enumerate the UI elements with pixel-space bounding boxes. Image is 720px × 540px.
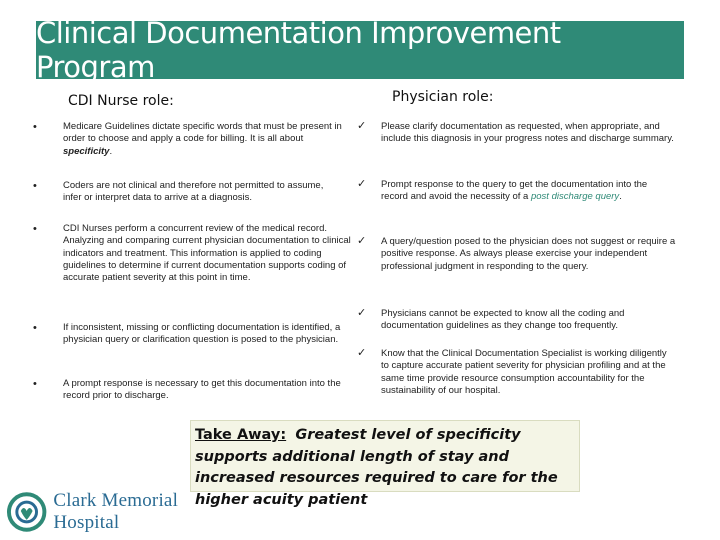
bullet-dot: • [33, 322, 37, 334]
nurse-bullet-2: Coders are not clinical and therefore not permitted to assume, infer or interpret data to arrive at a diagnosis. [63, 180, 324, 204]
physician-bullet-2: Prompt response to the query to get the documentation into the record and avoid the necessity of a post discharge query. [381, 179, 648, 203]
bullet-dot: • [33, 121, 37, 133]
checkmark-icon: ✓ [357, 306, 367, 319]
nurse-bullet-4: If inconsistent, missing or conflicting documentation is identified, a physician query or clarification question is posed to the physician. [63, 322, 341, 346]
bullet-dot: • [33, 378, 37, 390]
takeaway-message: Greatest level of specificity supports additional length of stay and increased resources required to care for the higher acuity patient [195, 427, 558, 508]
takeaway-box [190, 420, 580, 508]
physician-bullet-3: A query/question posed to the physician does not suggest or require a positive response. As always please exercise your independent professional judgment in responding to the query. [381, 236, 676, 272]
nurse-bullet-1: Medicare Guidelines dictate specific words that must be present in order to choose and apply a code for billing. It is all about specificity. [63, 121, 342, 157]
checkmark-icon: ✓ [357, 119, 367, 132]
nurse-bullet-3: CDI Nurses perform a concurrent review of the medical record. Analyzing and comparing current physician documentation to clinical indicators and treatment. This information is applied to coding guidelines to determine if current documentation supports coding of accurate patient severity at this point in time. [63, 223, 351, 284]
checkmark-icon: ✓ [357, 346, 367, 359]
nurse-bullet-5: A prompt response is necessary to get this documentation into the record prior to discharge. [63, 378, 341, 402]
bullet-dot: • [33, 223, 37, 235]
physician-heading: Physician role: [392, 89, 494, 105]
hospital-logo [6, 488, 246, 536]
title-banner [36, 16, 684, 84]
checkmark-icon: ✓ [357, 234, 367, 247]
post-discharge-query-emphasis: post discharge query [530, 191, 620, 203]
physician-bullet-4: Physicians cannot be expected to know all the coding and documentation guidelines as they change too frequently. [381, 308, 625, 332]
bullet-dot: • [33, 180, 37, 192]
hospital-emblem-icon [6, 491, 47, 533]
physician-bullet-1: Please clarify documentation as requested, when appropriate, and include this diagnosis in your progress notes and discharge summary. [381, 121, 674, 145]
checkmark-icon: ✓ [357, 177, 367, 190]
physician-bullet-5: Know that the Clinical Documentation Specialist is working diligently to capture accurate patient severity for physician profiling and at the same time provide resource consumption accountability for the sustainability of our hospital. [381, 348, 667, 396]
specificity-emphasis: specificity [63, 145, 110, 157]
page-title: Clinical Documentation Improvement Program [36, 16, 561, 84]
takeaway-label: Take Away: [195, 427, 287, 443]
cdi-nurse-heading: CDI Nurse role: [68, 93, 174, 109]
hospital-name: Clark Memorial Hospital [53, 490, 179, 533]
